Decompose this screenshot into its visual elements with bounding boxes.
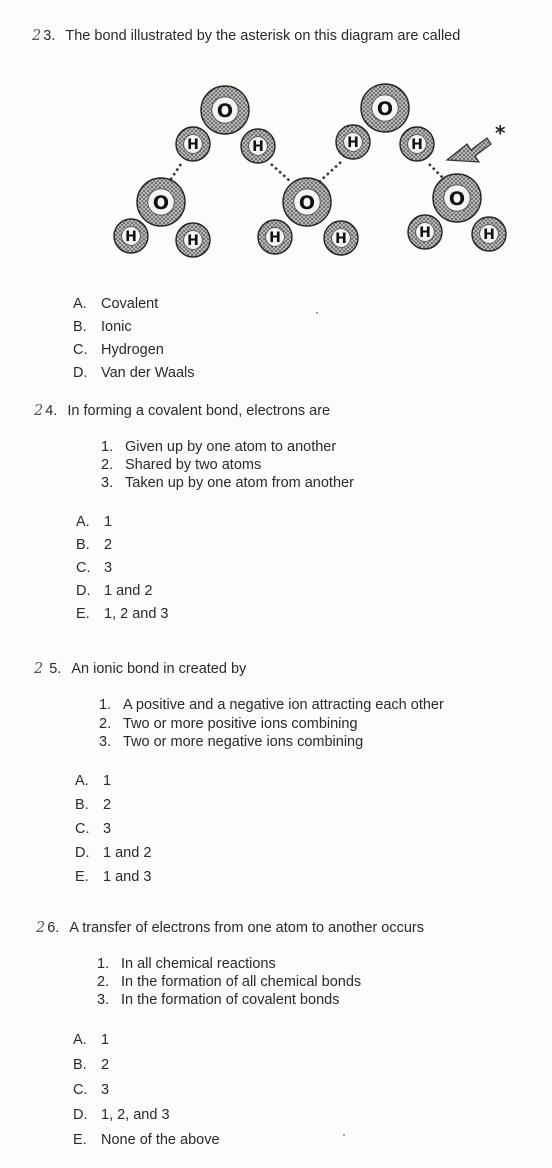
statement-item	[97, 974, 361, 990]
option-letter: B.	[73, 1057, 87, 1073]
hydrogen-bond-line	[169, 164, 181, 182]
option-text: 1, 2, and 3	[101, 1107, 170, 1123]
option-text: None of the above	[101, 1132, 220, 1148]
answer-option[interactable]	[73, 365, 195, 381]
option-letter: A.	[73, 1032, 87, 1048]
handwritten-mark: 2	[34, 661, 44, 677]
option-text: 1 and 2	[104, 583, 153, 599]
question-4-stem	[34, 403, 330, 419]
question-6-stem	[36, 920, 424, 936]
water-hydrogen-bond-diagram	[95, 82, 515, 262]
statement-number: 2.	[97, 974, 110, 990]
answer-option[interactable]	[73, 296, 158, 312]
question-text: An ionic bond in created by	[71, 661, 247, 677]
statement-number: 3.	[101, 475, 114, 491]
answer-option[interactable]	[76, 583, 152, 599]
statement-text: Taken up by one atom from another	[125, 475, 354, 491]
option-letter: B.	[75, 797, 89, 813]
option-letter: C.	[73, 342, 88, 358]
hydrogen-label: H	[269, 230, 281, 246]
hydrogen-atom	[472, 217, 506, 251]
option-text: 3	[104, 560, 113, 576]
question-text: In forming a covalent bond, electrons are	[67, 403, 331, 419]
option-letter: C.	[76, 560, 91, 576]
option-letter: D.	[73, 1107, 88, 1123]
answer-option[interactable]	[73, 1057, 109, 1073]
question-number: 3.	[43, 28, 56, 44]
answer-option[interactable]	[75, 845, 151, 861]
hydrogen-bond-line	[429, 164, 445, 180]
statement-text: Two or more positive ions combining	[123, 715, 358, 732]
hydrogen-label: H	[252, 139, 264, 155]
hydrogen-label: H	[335, 231, 347, 247]
option-text: Covalent	[101, 296, 159, 312]
statement-item	[99, 697, 444, 713]
asterisk-arrow	[447, 121, 506, 162]
answer-option[interactable]	[73, 1032, 109, 1048]
statement-item	[97, 992, 339, 1008]
option-text: 1, 2 and 3	[104, 606, 169, 622]
statement-number: 1.	[99, 697, 112, 713]
hydrogen-atom	[408, 215, 442, 249]
scan-speck	[316, 312, 318, 314]
option-text: 1	[101, 1032, 110, 1048]
oxygen-atom	[201, 86, 249, 134]
option-letter: A.	[75, 773, 89, 789]
hydrogen-label: H	[419, 225, 431, 241]
hydrogen-atom	[324, 221, 358, 255]
question-number: 6.	[47, 920, 60, 936]
answer-option[interactable]	[75, 797, 111, 813]
option-text: Van der Waals	[101, 365, 195, 381]
statement-text: In the formation of all chemical bonds	[121, 974, 362, 990]
question-text: A transfer of electrons from one atom to another occurs	[69, 920, 424, 936]
handwritten-mark: 2	[34, 403, 44, 419]
statement-text: In all chemical reactions	[121, 956, 276, 972]
scan-speck	[343, 1134, 345, 1136]
option-text: 2	[104, 537, 113, 553]
option-letter: E.	[76, 606, 90, 622]
option-text: 1 and 3	[103, 869, 152, 885]
oxygen-atom	[137, 178, 185, 226]
statement-text: Shared by two atoms	[125, 457, 262, 473]
option-letter: C.	[75, 821, 90, 837]
answer-option[interactable]	[76, 606, 169, 622]
option-letter: E.	[75, 869, 89, 885]
atoms	[114, 84, 506, 257]
option-text: Ionic	[101, 319, 132, 335]
statement-text: A positive and a negative ion attracting each other	[123, 697, 444, 713]
answer-option[interactable]	[73, 1107, 170, 1123]
option-text: 3	[101, 1082, 110, 1098]
option-letter: D.	[76, 583, 91, 599]
statement-number: 1.	[97, 956, 110, 972]
oxygen-label: O	[298, 192, 316, 214]
hydrogen-label: H	[411, 137, 423, 153]
option-text: 2	[101, 1057, 110, 1073]
oxygen-label: O	[376, 98, 394, 120]
option-text: 1	[103, 773, 112, 789]
option-letter: E.	[73, 1132, 87, 1148]
hydrogen-bond-line	[319, 162, 341, 182]
hydrogen-atom	[336, 125, 370, 159]
answer-option[interactable]	[73, 319, 132, 335]
hydrogen-atom	[241, 129, 275, 163]
statement-item	[101, 475, 354, 491]
answer-option[interactable]	[73, 1132, 220, 1148]
statement-number: 3.	[97, 992, 110, 1008]
question-text: The bond illustrated by the asterisk on this diagram are called	[65, 28, 461, 44]
statement-item	[99, 716, 358, 732]
answer-option[interactable]	[75, 869, 151, 885]
question-number: 5.	[49, 661, 62, 677]
statement-text: In the formation of covalent bonds	[121, 992, 340, 1008]
oxygen-atom	[433, 174, 481, 222]
handwritten-mark: 2	[32, 28, 42, 44]
hydrogen-atom	[114, 219, 148, 253]
oxygen-label: O	[448, 188, 466, 210]
option-text: 3	[103, 821, 112, 837]
option-letter: B.	[76, 537, 90, 553]
hydrogen-atom	[400, 127, 434, 161]
hydrogen-atom	[176, 127, 210, 161]
statement-text: Given up by one atom to another	[125, 439, 337, 455]
asterisk-mark: *	[495, 121, 506, 145]
question-5-stem	[34, 661, 246, 677]
hydrogen-atom	[176, 223, 210, 257]
statement-item	[99, 734, 363, 750]
answer-option[interactable]	[75, 773, 111, 789]
option-letter: D.	[73, 365, 88, 381]
question-3-stem	[32, 28, 460, 44]
answer-option[interactable]	[75, 821, 111, 837]
statement-number: 2.	[101, 457, 114, 473]
option-letter: C.	[73, 1082, 88, 1098]
option-text: 1	[104, 514, 113, 530]
option-letter: B.	[73, 319, 87, 335]
oxygen-label: O	[216, 100, 234, 122]
oxygen-atom	[361, 84, 409, 132]
hydrogen-label: H	[347, 135, 359, 151]
statement-number: 2.	[99, 715, 112, 732]
hydrogen-bond-line	[271, 164, 291, 182]
hydrogen-atom	[258, 220, 292, 254]
statement-item	[101, 457, 261, 473]
statement-number: 1.	[101, 439, 114, 455]
answer-option[interactable]	[76, 560, 112, 576]
option-letter: D.	[75, 845, 90, 861]
statement-item	[97, 956, 276, 972]
option-text: 2	[103, 797, 112, 813]
oxygen-label: O	[152, 192, 170, 214]
option-letter: A.	[76, 514, 90, 530]
statement-item	[101, 439, 336, 455]
answer-option[interactable]	[73, 1082, 109, 1098]
answer-option[interactable]	[76, 514, 112, 530]
statement-number: 3.	[99, 734, 112, 750]
answer-option[interactable]	[73, 342, 164, 358]
oxygen-atom	[283, 178, 331, 226]
question-number: 4.	[45, 403, 58, 419]
option-letter: A.	[73, 296, 87, 312]
hydrogen-label: H	[187, 233, 199, 249]
answer-option[interactable]	[76, 537, 112, 553]
hydrogen-label: H	[125, 229, 137, 245]
hydrogen-label: H	[187, 137, 199, 153]
option-text: 1 and 2	[103, 845, 152, 861]
hydrogen-label: H	[483, 227, 495, 243]
statement-text: Two or more negative ions combining	[123, 734, 364, 750]
handwritten-mark: 2	[36, 920, 46, 936]
option-text: Hydrogen	[101, 342, 164, 358]
